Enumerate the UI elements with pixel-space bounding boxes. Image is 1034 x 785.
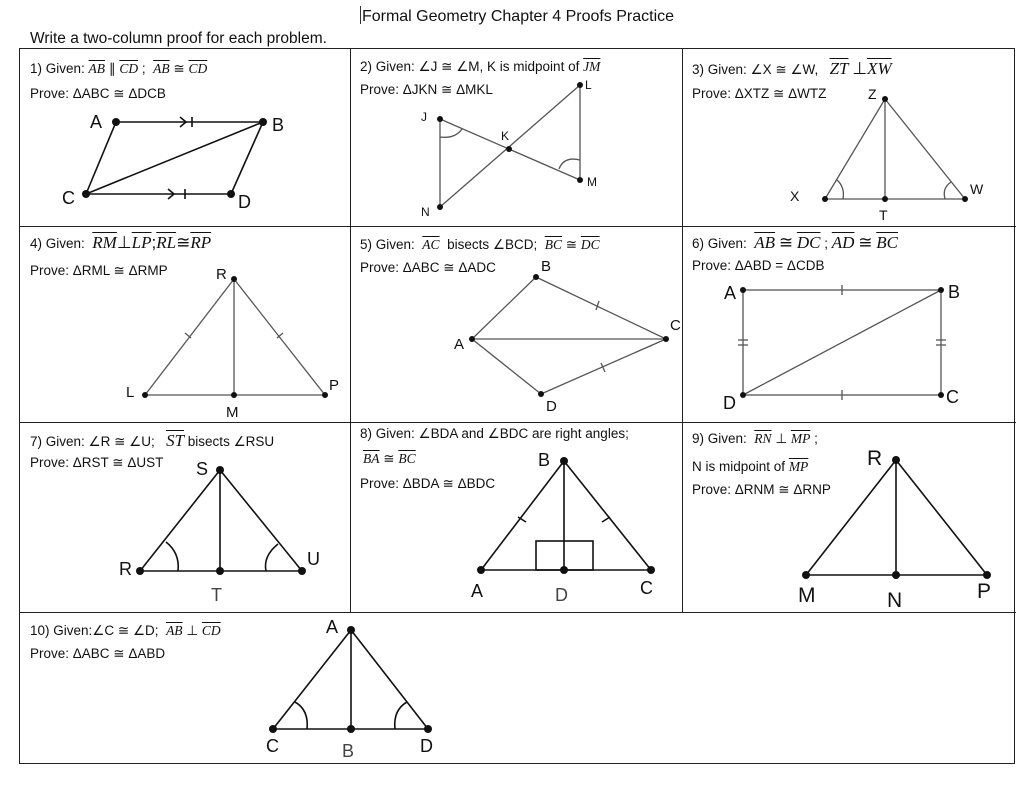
problem-10 (20, 613, 1016, 765)
svg-text:B: B (342, 741, 355, 761)
svg-text:C: C (640, 578, 653, 598)
svg-text:B: B (948, 282, 961, 302)
text-cursor (360, 6, 361, 24)
svg-text:N: N (421, 205, 430, 219)
svg-text:A: A (454, 336, 465, 353)
prove-10: Prove: ΔABC ≅ ΔABD (30, 646, 166, 661)
svg-text:C: C (670, 317, 681, 334)
prove-4: Prove: ΔRML ≅ ΔRMP (30, 263, 168, 278)
figure-8 (351, 423, 683, 613)
prove-5: Prove: ΔABC ≅ ΔADC (360, 260, 496, 275)
svg-text:W: W (970, 181, 984, 197)
svg-text:D: D (238, 192, 251, 212)
given-6: 6) Given: $\overline{AB}$ ≅ $\overline{DC}$ ; $\overline{AD}$ ≅ $\overline{BC}$ (692, 233, 898, 252)
svg-text:L: L (585, 78, 592, 92)
figure-6 (683, 227, 1016, 423)
given-8: 8) Given: ∠BDA and ∠BDC are right angles; (360, 426, 629, 441)
figure-5 (351, 227, 683, 423)
figure-9 (683, 423, 1016, 613)
svg-text:D: D (723, 393, 736, 413)
svg-text:B: B (272, 115, 285, 135)
svg-text:B: B (538, 450, 551, 470)
prove-2: Prove: ΔJKN ≅ ΔMKL (360, 82, 493, 97)
given-5: 5) Given: $\overline{AC}$ bisects ∠BCD; $\overline{BC}$ ≅ $\overline{DC}$ (360, 237, 600, 252)
figure-10 (20, 613, 1016, 765)
figure-7 (20, 423, 351, 613)
prove-8: Prove: ΔBDA ≅ ΔBDC (360, 476, 496, 491)
given-2: 2) Given: ∠J ≅ ∠M, K is midpoint of $\overline{JM}$ (360, 59, 601, 74)
prove-6: Prove: ΔABD = ΔCDB (692, 258, 825, 273)
svg-text:R: R (867, 447, 883, 470)
svg-text:T: T (211, 585, 222, 605)
svg-text:X: X (790, 188, 800, 204)
svg-text:K: K (501, 129, 510, 143)
problem-1 (20, 49, 351, 227)
svg-text:C: C (946, 387, 959, 407)
svg-text:D: D (420, 736, 433, 756)
problem-7 (20, 423, 351, 613)
svg-text:B: B (541, 258, 552, 275)
svg-text:P: P (977, 580, 992, 603)
problem-4 (20, 227, 351, 423)
svg-text:D: D (555, 585, 568, 605)
svg-text:M: M (226, 404, 239, 421)
given-1: 1) Given: $\overline{AB}$ ∥ $\overline{CD}$ ; $\overline{AB}$ ≅ $\overline{CD}$ (30, 61, 208, 76)
svg-text:C: C (266, 736, 279, 756)
svg-text:M: M (587, 175, 597, 189)
figure-3 (683, 49, 1016, 227)
figure-1 (20, 49, 350, 227)
svg-text:M: M (798, 584, 816, 607)
problem-2 (351, 49, 683, 227)
svg-text:C: C (62, 188, 75, 208)
svg-text:A: A (724, 283, 737, 303)
svg-text:Z: Z (868, 86, 877, 102)
svg-text:P: P (329, 377, 340, 394)
svg-text:A: A (326, 617, 339, 637)
svg-text:A: A (471, 581, 484, 601)
svg-text:L: L (126, 384, 135, 401)
problem-8 (351, 423, 683, 613)
document-title: Formal Geometry Chapter 4 Proofs Practice (361, 8, 675, 25)
figure-4 (20, 227, 351, 423)
svg-text:A: A (90, 112, 103, 132)
instructions: Write a two-column proof for each problem. (30, 30, 327, 47)
svg-text:R: R (119, 559, 132, 579)
svg-text:S: S (196, 459, 209, 479)
prove-9: Prove: ΔRNM ≅ ΔRNP (692, 482, 831, 497)
problem-grid (19, 48, 1015, 764)
given-3: 3) Given: ∠X ≅ ∠W, $\overline{ZT}$ $\perp\overline{XW}$ (692, 59, 892, 78)
given-4: 4) Given: $\overline{RM}\perp\overline{LP};\overline{RL}≅\overline{RP}$ (30, 233, 212, 252)
prove-3: Prove: ΔXTZ ≅ ΔWTZ (692, 86, 827, 101)
given-7: 7) Given: ∠R ≅ ∠U; $\overline{ST}$ bisects ∠RSU (30, 431, 275, 450)
given-8b: $\overline{BA}$ ≅ $\overline{BC}$ (363, 451, 416, 466)
svg-text:T: T (879, 207, 888, 223)
problem-9 (683, 423, 1016, 613)
prove-1: Prove: ΔABC ≅ ΔDCB (30, 86, 166, 101)
svg-text:N: N (887, 589, 903, 612)
svg-text:D: D (546, 398, 557, 415)
problem-6 (683, 227, 1016, 423)
given-10: 10) Given:∠C ≅ ∠D; $\overline{AB}$ ⊥ $\overline{CD}$ (30, 623, 221, 638)
problem-3 (683, 49, 1016, 227)
prove-7: Prove: ΔRST ≅ ΔUST (30, 455, 164, 470)
svg-text:U: U (307, 549, 320, 569)
svg-text:J: J (421, 110, 427, 124)
given-9b: N is midpoint of $\overline{MP}$ (692, 459, 809, 474)
figure-2 (351, 49, 683, 227)
svg-text:R: R (216, 266, 227, 283)
given-9: 9) Given: $\overline{RN}$ ⊥ $\overline{MP}$ ; (692, 431, 818, 446)
problem-5 (351, 227, 683, 423)
